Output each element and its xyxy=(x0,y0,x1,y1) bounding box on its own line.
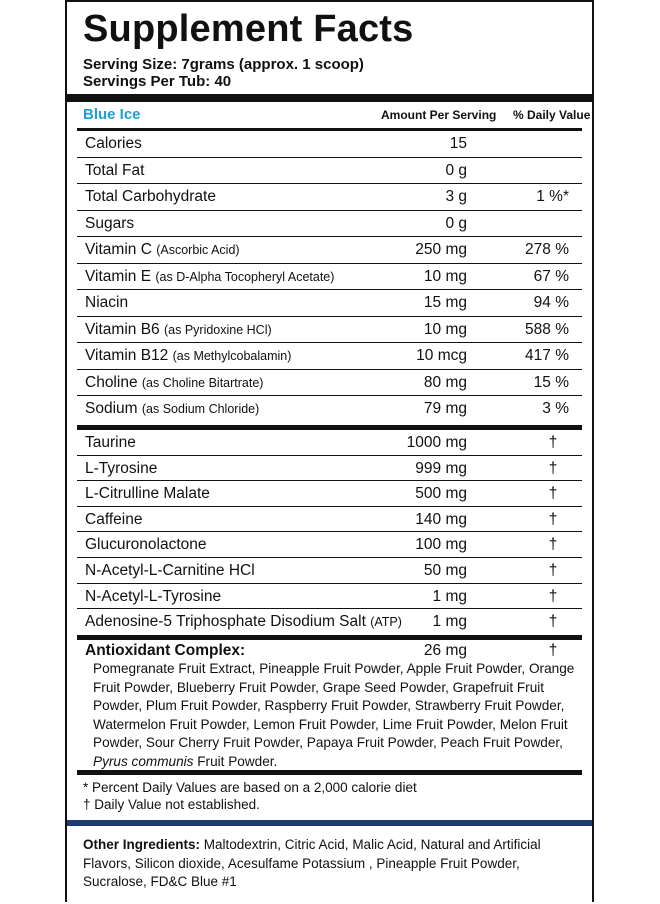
row-name-main: Vitamin B12 xyxy=(85,347,169,364)
row-amount: 10 mg xyxy=(423,320,467,338)
antioxidant-amount: 26 mg xyxy=(423,642,467,659)
row-name xyxy=(85,294,128,312)
serving-size-label: Serving Size: xyxy=(83,56,178,73)
facts-row xyxy=(67,237,592,263)
facts-row xyxy=(67,317,592,343)
row-amount: 999 mg xyxy=(415,459,467,477)
row-name xyxy=(85,135,142,153)
facts-row xyxy=(67,158,592,184)
facts-row xyxy=(67,609,592,635)
row-name xyxy=(85,562,255,580)
row-daily-value: † xyxy=(548,459,558,477)
row-daily-value: 67 % xyxy=(533,267,569,285)
row-name xyxy=(85,347,291,365)
supplement-facts-panel xyxy=(65,0,594,902)
amount-column-header: Amount Per Serving xyxy=(381,108,497,122)
row-name-qualifier: (Ascorbic Acid) xyxy=(156,243,240,257)
row-amount: 15 xyxy=(449,135,467,152)
row-name xyxy=(85,241,240,259)
row-amount: 1 mg xyxy=(432,613,467,631)
row-name-main: Sodium xyxy=(85,400,138,417)
facts-row xyxy=(67,370,592,396)
row-daily-value: 1 %* xyxy=(536,188,569,205)
row-name xyxy=(85,268,334,286)
row-name-qualifier: (as Sodium Chloride) xyxy=(141,402,260,416)
flavor-name: Blue Ice xyxy=(83,106,141,123)
other-divider xyxy=(67,820,592,826)
row-daily-value: 588 % xyxy=(525,320,569,338)
row-amount: 50 mg xyxy=(423,562,467,579)
row-amount: 15 mg xyxy=(423,294,467,311)
section-divider xyxy=(77,635,582,640)
row-name-main: Vitamin B6 xyxy=(85,320,160,338)
antioxidant-text-end: Fruit Powder. xyxy=(193,753,278,769)
row-name xyxy=(85,188,216,206)
facts-row xyxy=(67,264,592,290)
row-name-qualifier: (as Methylcobalamin) xyxy=(172,349,292,363)
row-name-main: N-Acetyl-L-Carnitine HCl xyxy=(85,562,255,579)
servings-per-value: 40 xyxy=(214,73,232,90)
row-name xyxy=(85,434,136,452)
row-daily-value: † xyxy=(548,434,558,451)
row-name-main: Choline xyxy=(85,373,138,391)
row-daily-value: 94 % xyxy=(533,294,569,311)
antioxidant-ingredients xyxy=(93,660,589,772)
row-name xyxy=(85,374,263,392)
antioxidant-italic: Pyrus communis xyxy=(93,753,194,769)
panel-title: Supplement Facts xyxy=(83,8,414,50)
facts-row xyxy=(67,343,592,369)
row-name xyxy=(85,588,221,606)
row-name-main: Sugars xyxy=(85,214,135,232)
row-amount: 100 mg xyxy=(415,536,467,554)
row-amount: 140 mg xyxy=(415,510,467,528)
row-name-main: N-Acetyl-L-Tyrosine xyxy=(85,587,222,605)
row-daily-value: † xyxy=(548,562,558,579)
row-amount: 0 g xyxy=(445,214,467,232)
dagger-footnote: † Daily Value not established. xyxy=(83,797,260,812)
row-name xyxy=(85,511,142,529)
row-name-main: L-Tyrosine xyxy=(85,459,158,477)
daily-value-column-header: % Daily Value xyxy=(513,108,591,122)
column-header xyxy=(67,102,592,128)
row-name-main: Taurine xyxy=(85,434,136,451)
row-amount: 1 mg xyxy=(432,587,467,605)
facts-row xyxy=(67,507,592,533)
facts-row xyxy=(67,131,592,157)
facts-row xyxy=(67,211,592,237)
row-name-main: Vitamin E xyxy=(85,267,152,285)
footnote-divider xyxy=(77,770,582,775)
facts-row xyxy=(67,456,592,482)
row-amount: 80 mg xyxy=(423,373,467,391)
serving-info xyxy=(83,56,364,90)
row-amount: 0 g xyxy=(445,161,467,179)
row-amount: 79 mg xyxy=(423,400,467,417)
row-name xyxy=(85,162,144,180)
row-name xyxy=(85,536,207,554)
antioxidant-dv: † xyxy=(548,642,558,659)
row-amount: 250 mg xyxy=(415,241,467,258)
facts-row xyxy=(67,584,592,610)
other-ingredients-text: Maltodextrin, Citric Acid, Malic Acid, Natural and Artificial Flavors, Silicon dioxide, Acesulfame Potassium , Pineapple Fruit Powder, Sucralose, FD&C Blue #1 xyxy=(83,837,541,889)
facts-row xyxy=(67,532,592,558)
antioxidant-text: Pomegranate Fruit Extract, Pineapple Fruit Powder, Apple Fruit Powder, Orange Fruit Powder, Blueberry Fruit Powder, Grape Seed Powder, Grapefruit Fruit Powder, Plum Fruit Powder, Raspberry Fruit Powder, Strawberry Fruit Powder, Watermelon Fruit Powder, Lemon Fruit Powder, Lime Fruit Powder, Melon Fruit Powder, Sour Cherry Fruit Powder, Papaya Fruit Powder, Peach Fruit Powder, xyxy=(93,661,575,751)
row-name-main: Adenosine-5 Triphosphate Disodium Salt xyxy=(85,613,366,631)
servings-per-label: Servings Per Tub: xyxy=(83,73,211,90)
thick-divider xyxy=(67,94,592,102)
facts-row xyxy=(67,430,592,456)
row-name-main: Calories xyxy=(85,135,142,152)
facts-row xyxy=(67,396,592,422)
dv-footnote: * Percent Daily Values are based on a 2,000 calorie diet xyxy=(83,780,417,795)
row-name-main: Total Fat xyxy=(85,161,145,179)
row-amount: 1000 mg xyxy=(406,434,467,451)
row-name-qualifier: (as D-Alpha Tocopheryl Acetate) xyxy=(155,269,335,284)
row-daily-value: 3 % xyxy=(542,400,569,417)
row-name-main: Glucuronolactone xyxy=(85,536,207,554)
row-name-qualifier: (ATP) xyxy=(370,615,402,630)
row-name xyxy=(85,460,157,478)
row-name-main: Caffeine xyxy=(85,510,143,528)
row-daily-value: 417 % xyxy=(525,347,569,364)
row-name xyxy=(85,613,402,631)
row-amount: 500 mg xyxy=(415,485,467,503)
facts-row xyxy=(67,290,592,316)
row-daily-value: 15 % xyxy=(533,373,569,391)
row-name xyxy=(85,400,259,418)
row-daily-value: † xyxy=(548,613,558,631)
row-daily-value: † xyxy=(548,485,558,503)
row-name-qualifier: (as Choline Bitartrate) xyxy=(141,375,264,390)
facts-row xyxy=(67,558,592,584)
other-ingredients-label: Other Ingredients: xyxy=(83,837,201,852)
facts-row xyxy=(67,481,592,507)
row-daily-value: † xyxy=(548,587,558,605)
row-name-main: Total Carbohydrate xyxy=(85,188,216,205)
facts-row xyxy=(67,184,592,210)
row-name-qualifier: (as Pyridoxine HCl) xyxy=(163,322,272,337)
row-name xyxy=(85,215,134,233)
row-name-main: L-Citrulline Malate xyxy=(85,485,210,503)
row-daily-value: † xyxy=(548,536,558,554)
row-daily-value: † xyxy=(548,510,558,528)
row-name xyxy=(85,321,272,339)
row-daily-value: 278 % xyxy=(525,241,569,258)
serving-size-value: 7grams (approx. 1 scoop) xyxy=(181,56,364,73)
row-name-main: Vitamin C xyxy=(85,241,152,258)
row-name xyxy=(85,485,210,503)
antioxidant-name: Antioxidant Complex: xyxy=(85,642,246,659)
row-amount: 10 mg xyxy=(423,267,467,285)
row-amount: 3 g xyxy=(445,188,467,205)
row-name-main: Niacin xyxy=(85,294,129,311)
row-amount: 10 mcg xyxy=(416,347,467,364)
other-ingredients xyxy=(83,836,583,892)
